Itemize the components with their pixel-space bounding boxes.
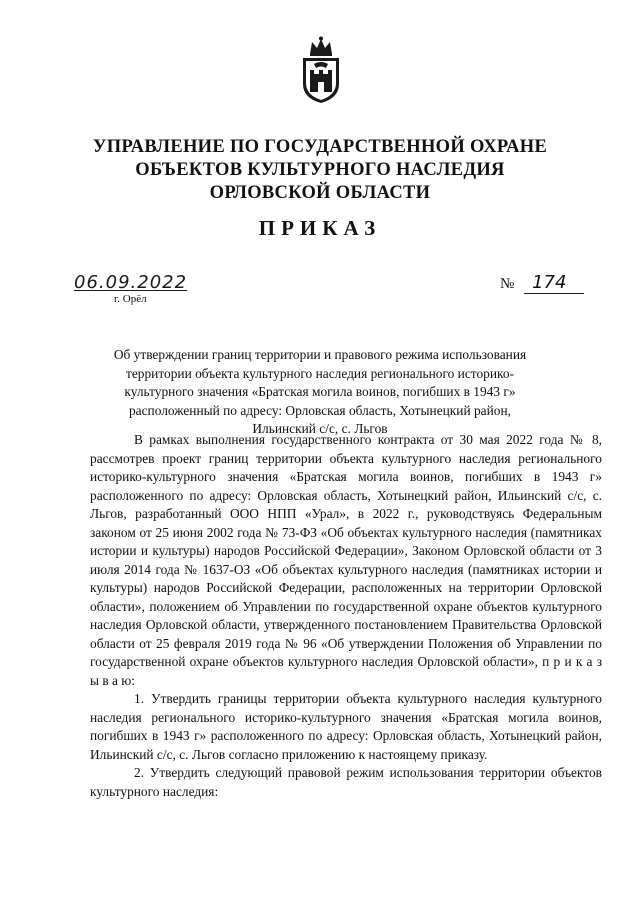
document-type-title: ПРИКАЗ (258, 216, 382, 240)
coat-of-arms-emblem (300, 36, 342, 104)
body-paragraph-preamble: В рамках выполнения государственного контракта от 30 мая 2022 года № 8, рассмотрев проект границ территории объекта культурного наследия регионального историко-культурного значения «Братская могила воинов, погибших в 1943 г» расположенного по адресу: Орловская область, Хотынецкий район, Ильинский с/с, с. Льгов, разработанный ООО НПП «Урал», в 2022 г., руководствуясь Федеральным законом от 25 июня 2002 года № 73-ФЗ «Об объектах культурного наследия (памятниках истории и культуры) народов Российской Федерации», Законом Орловской области от 3 июля 2014 года № 1637-ОЗ «Об объектах культурного наследия (памятниках истории и культуры) народов Российской Федерации, расположенных на территории Орловской области», положением об Управлении по государственной охране объектов культурного наследия Орловской области, утвержденного постановлением Правительства Орловской области от 25 февраля 2019 года № 96 «Об утверждении Положения об Управлении по государственной охране объектов культурного наследия Орловской области», п р и к а з ы в а ю: (90, 432, 602, 688)
coat-of-arms-icon (300, 36, 342, 104)
date-block (74, 272, 204, 305)
body-paragraph-item-2: 2. Утвердить следующий правовой режим использования территории объектов культурного наследия: (90, 765, 602, 799)
handwritten-date: 06.09.2022 (74, 272, 188, 293)
agency-line-2: ОБЪЕКТОВ КУЛЬТУРНОГО НАСЛЕДИЯ (135, 160, 505, 180)
document-number-block (500, 272, 590, 294)
document-subject: Об утверждении границ территории и правового режима использования территории объекта культурного наследия регионального историко-культурного значения «Братская могила воинов, погибших в 1943 г» расположенный по адресу: Орловская область, Хотынецкий район, Ильинский с/с, с. Льгов (113, 347, 527, 436)
city-label: г. Орёл (114, 293, 147, 305)
handwritten-number: 174 (524, 272, 584, 294)
agency-line-1: УПРАВЛЕНИЕ ПО ГОСУДАРСТВЕННОЙ ОХРАНЕ (92, 137, 548, 157)
agency-line-3: ОРЛОВСКОЙ ОБЛАСТИ (209, 183, 431, 203)
number-sign: № (500, 276, 515, 292)
document-body (90, 431, 602, 801)
agency-name (60, 136, 580, 205)
body-paragraph-item-1: 1. Утвердить границы территории объекта культурного наследия культурного наследия регионального историко-культурного значения «Братская могила воинов, погибших в 1943 г» расположенного по адресу: Орловская область, Хотынецкий район, Ильинский с/с, с. Льгов согласно приложению к настоящему приказу. (90, 691, 602, 762)
